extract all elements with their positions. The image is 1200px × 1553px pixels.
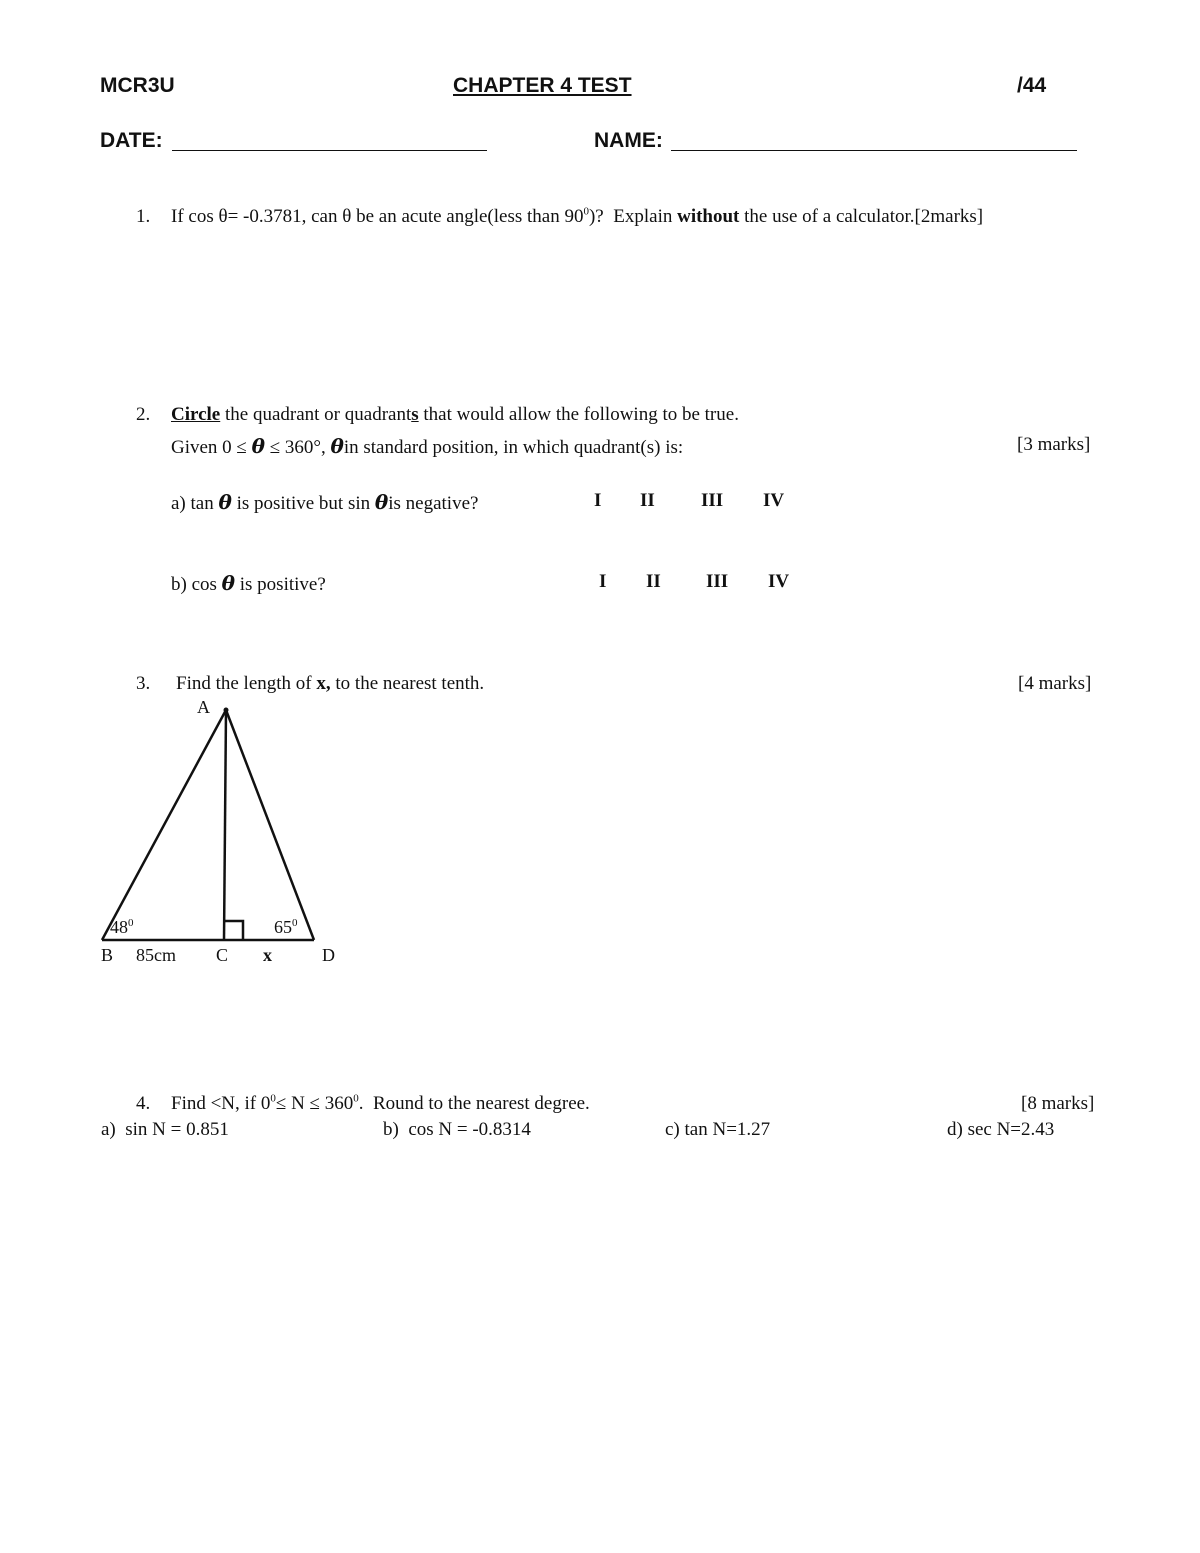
side-ad xyxy=(226,710,314,940)
test-title: CHAPTER 4 TEST xyxy=(453,74,632,97)
vertex-a-label: A xyxy=(197,697,210,717)
q2b-option-iii[interactable]: III xyxy=(706,571,729,592)
theta-symbol: θ xyxy=(374,490,389,514)
score-total: /44 xyxy=(1017,74,1047,97)
theta-symbol: θ xyxy=(218,490,232,514)
angle-d-label: $65^0$ xyxy=(274,917,298,937)
course-code: MCR3U xyxy=(100,74,175,97)
q2a-text: a) tan θ is positive but sin θis negative? xyxy=(171,490,479,514)
q2-marks: [3 marks] xyxy=(1017,434,1091,455)
name-blank-line xyxy=(671,150,1077,151)
q3-number: 3. xyxy=(136,673,151,694)
angle-b-label: $48^0$ xyxy=(110,917,134,937)
q4-part-a: a) sin N = 0.851 xyxy=(101,1119,229,1140)
bc-length-label: 85cm xyxy=(136,945,176,965)
q2b-text: b) cos θ is positive? xyxy=(171,571,326,595)
q2a-option-iii[interactable]: III xyxy=(701,490,724,511)
q2-given: Given 0 ≤ θ ≤ 360°, θin standard position, in which quadrant(s) is: xyxy=(171,434,684,458)
theta-symbol: θ xyxy=(221,571,235,595)
q2b-option-i[interactable]: I xyxy=(599,571,607,592)
x-length-label: x xyxy=(263,945,272,965)
q2a-option-iv[interactable]: IV xyxy=(763,490,785,511)
date-blank-line xyxy=(172,150,487,151)
altitude-ac xyxy=(224,710,226,940)
q4-part-c: c) tan N=1.27 xyxy=(665,1119,771,1140)
vertex-d-label: D xyxy=(322,945,335,965)
vertex-c-label: C xyxy=(216,945,229,965)
right-angle-marker xyxy=(224,921,243,940)
q2-instruction: Circle the quadrant or quadrants that would allow the following to be true. xyxy=(171,404,739,425)
q2a-option-ii[interactable]: II xyxy=(640,490,655,511)
side-ab xyxy=(102,710,226,940)
q4-text: Find <N, if $0^0\le N \le 360^0$. Round to the nearest degree. xyxy=(171,1092,590,1114)
q1-number: 1. xyxy=(136,206,151,227)
q2-number: 2. xyxy=(136,404,151,425)
q4-part-b: b) cos N = -0.8314 xyxy=(383,1119,531,1140)
q2b-option-iv[interactable]: IV xyxy=(768,571,790,592)
q2a-option-i[interactable]: I xyxy=(594,490,602,511)
date-label: DATE: xyxy=(100,129,163,152)
q3-marks: [4 marks] xyxy=(1018,673,1092,694)
q3-text: Find the length of x, to the nearest tenth. xyxy=(176,673,485,694)
q4-marks: [8 marks] xyxy=(1021,1093,1095,1114)
vertex-a-dot xyxy=(224,708,229,713)
q4-number: 4. xyxy=(136,1093,151,1114)
q4-part-d: d) sec N=2.43 xyxy=(947,1119,1055,1140)
theta-symbol: θ xyxy=(251,434,265,458)
name-label: NAME: xyxy=(594,129,663,152)
q2b-option-ii[interactable]: II xyxy=(646,571,661,592)
theta-symbol: θ xyxy=(330,434,344,458)
q1-text: If cos θ= -0.3781, can θ be an acute angle(less than $90^0$)? Explain without the use of a calculator.[2marks] xyxy=(171,205,984,227)
vertex-b-label: B xyxy=(101,945,114,965)
